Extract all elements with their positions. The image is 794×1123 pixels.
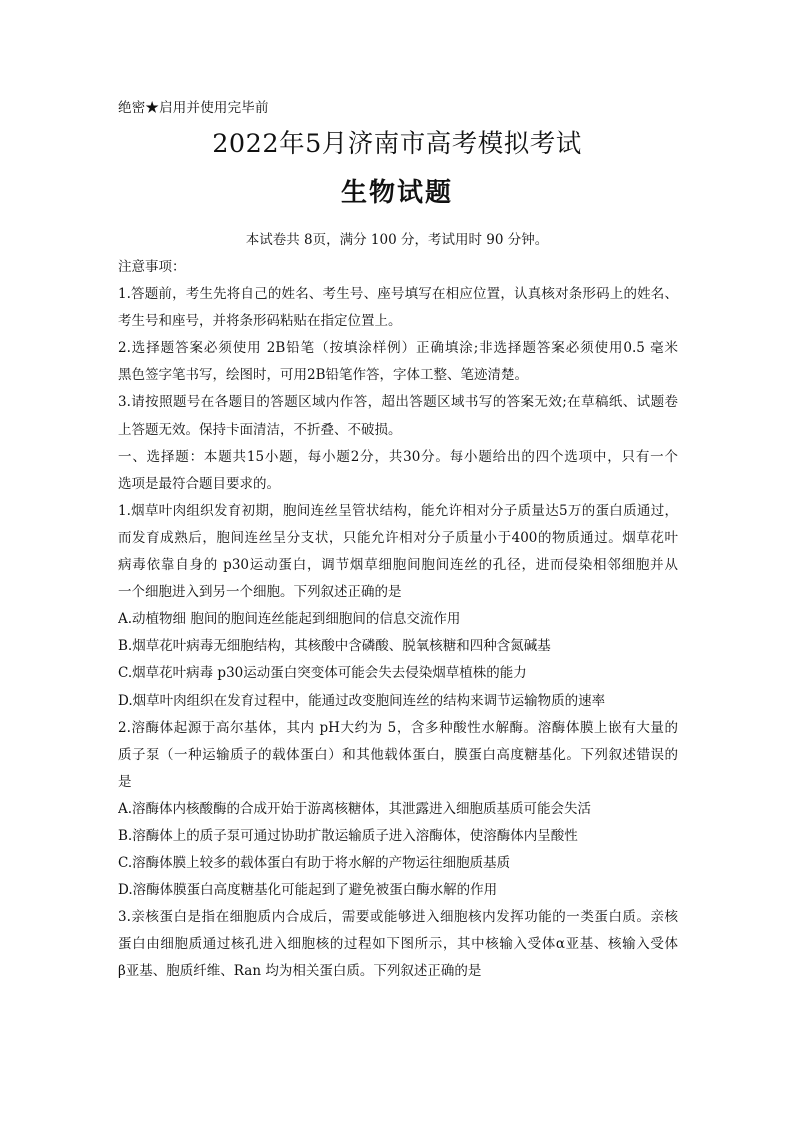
notice-section: [118, 254, 678, 444]
question-1-stem-line-1: 1.烟草叶肉组织发育初期，胞间连丝呈管状结构，能允许相对分子质量达5万的蛋白质通过，: [118, 502, 678, 519]
question-1-option-a: A.动植物细 胞间的胞间连丝能起到细胞间的信息交流作用: [118, 611, 461, 628]
question-1-stem-line-3: 病毒依靠自身的 p30运动蛋白，调节烟草细胞间胞间连丝的孔径，进而侵染相邻细胞并从: [118, 557, 678, 574]
question-1-stem-line-4: 一个细胞进入到另一个细胞。下列叙述正确的是: [118, 584, 402, 601]
notice-heading: 注意事项：: [118, 259, 186, 275]
exam-title: 2022年5月济南市高考模拟考试: [212, 129, 582, 159]
section-1-line-1: 一、选择题：本题共15小题，每小题2分，共30分。每小题给出的四个选项中，只有一个: [118, 448, 678, 465]
confidential-label: 绝密★启用并使用完毕前: [118, 100, 269, 116]
question-1-stem-line-2: 而发育成熟后，胞间连丝呈分支状，只能允许相对分子质量小于400的物质通过。烟草花叶: [118, 529, 678, 546]
question-3-stem-line-2: 蛋白由细胞质通过核孔进入细胞核的过程如下图所示，其中核输入受体α亚基、核输入受体: [118, 936, 678, 953]
notice-item-2-line-2: 黑色签字笔书写，绘图时，可用2B铅笔作答，字体工整、笔迹清楚。: [118, 367, 529, 384]
question-2-stem-line-2: 质子泵（一种运输质子的载体蛋白）和其他载体蛋白，膜蛋白高度糖基化。下列叙述错误的: [118, 746, 678, 763]
notice-item-1-line-1: 1.答题前，考生先将自己的姓名、考生号、座号填写在相应位置，认真核对条形码上的姓名、: [118, 286, 678, 303]
question-2-option-d: D.溶酶体膜蛋白高度糖基化可能起到了避免被蛋白酶水解的作用: [118, 882, 498, 899]
question-2-stem-line-1: 2.溶酶体起源于高尔基体，其内 pH大约为 5，含多种酸性水解酶。溶酶体膜上嵌有大量的: [118, 719, 678, 736]
exam-body: [118, 254, 678, 986]
notice-item-2-line-1: 2.选择题答案必须使用 2B铅笔（按填涂样例）正确填涂;非选择题答案必须使用0.5 毫米: [118, 340, 678, 357]
question-1: [118, 498, 678, 715]
notice-item-1-line-2: 考生号和座号，并将条形码粘贴在指定位置上。: [118, 313, 402, 330]
question-2-option-c: C.溶酶体膜上较多的载体蛋白有助于将水解的产物运往细胞质基质: [118, 855, 511, 872]
question-1-option-b: B.烟草花叶病毒无细胞结构，其核酸中含磷酸、脱氧核糖和四种含氮碱基: [118, 638, 551, 655]
section-1-intro: [118, 444, 678, 498]
question-3-stem-line-3: β亚基、胞质纤维、Ran 均为相关蛋白质。下列叙述正确的是: [118, 963, 482, 980]
question-1-option-c: C.烟草花叶病毒 p30运动蛋白突变体可能会失去侵染烟草植株的能力: [118, 665, 527, 682]
exam-info: 本试卷共 8页，满分 100 分，考试用时 90 分钟。: [245, 232, 549, 248]
question-2-option-b: B.溶酶体上的质子泵可通过协助扩散运输质子进入溶酶体，使溶酶体内呈酸性: [118, 827, 578, 844]
question-3-stem-line-1: 3.亲核蛋白是指在细胞质内合成后，需要或能够进入细胞核内发挥功能的一类蛋白质。亲核: [118, 909, 678, 926]
notice-item-3-line-2: 上答题无效。保持卡面清洁，不折叠、不破损。: [118, 421, 402, 438]
question-2-stem-line-3: 是: [118, 773, 132, 790]
section-1-line-2: 选项是最符合题目要求的。: [118, 475, 280, 492]
question-2-option-a: A.溶酶体内核酸酶的合成开始于游离核糖体，其泄露进入细胞质基质可能会失活: [118, 800, 592, 817]
subject-title: 生物试题: [340, 178, 453, 208]
question-1-option-d: D.烟草叶肉组织在发育过程中，能通过改变胞间连丝的结构来调节运输物质的速率: [118, 692, 606, 709]
question-3: [118, 904, 678, 985]
notice-item-3-line-1: 3.请按照题号在各题目的答题区域内作答，超出答题区域书写的答案无效;在草稿纸、试题卷: [118, 394, 678, 411]
question-2: [118, 715, 678, 905]
